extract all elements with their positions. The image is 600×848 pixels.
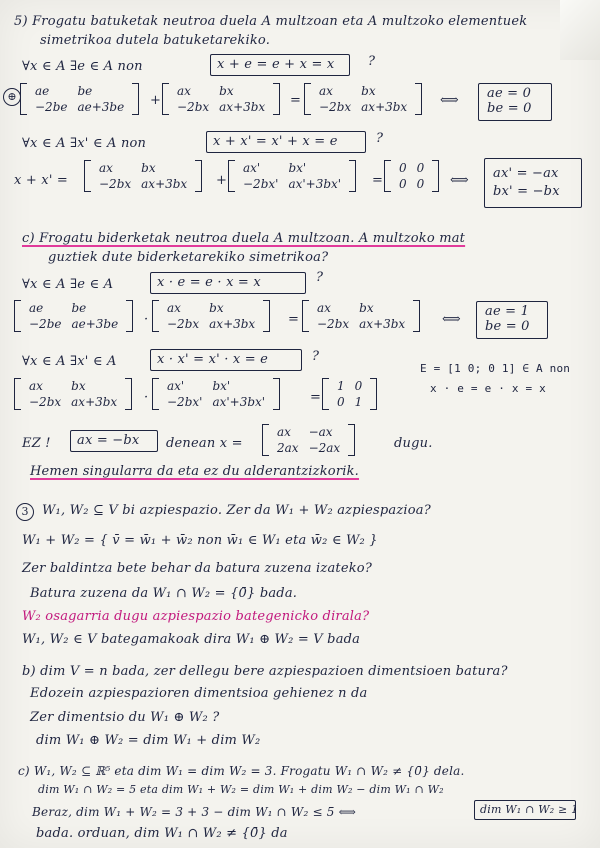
cell: ax+3bx xyxy=(71,395,118,409)
cell: −2be xyxy=(29,317,62,331)
cell: bx xyxy=(359,301,374,315)
b-inverse-quantifier: ∀x ∈ A ∃x' ∈ A non xyxy=(22,136,147,151)
c-e-note-2: x · e = e · x = x xyxy=(430,382,546,395)
cell: 0 xyxy=(399,161,407,175)
q3b-line-2: Edozein azpiespazioren dimentsioa gehienez n da xyxy=(30,686,368,701)
q3c-result-text: dim W₁ ∩ W₂ ≥ 1 xyxy=(480,803,579,816)
cell: ax+3bx xyxy=(141,177,188,191)
q3c-line-3: Beraz, dim W₁ + W₂ = 3 + 3 − dim W₁ ∩ W₂ ≤ 5 ⟺ xyxy=(32,805,356,819)
q3c-result-box xyxy=(474,800,579,820)
b-inverse-cond-text: ax' = −ax bx' = −bx xyxy=(493,166,560,199)
cell: ax xyxy=(319,84,333,98)
cell: ae xyxy=(29,301,44,315)
b-inverse-q: ? xyxy=(376,131,384,146)
section-b-title-2: simetrikoa dutela batuketarekiko. xyxy=(40,33,271,48)
c-e-note-1: E = [1 0; 0 1] ∈ A non xyxy=(420,362,571,375)
cell: −2be xyxy=(35,100,68,114)
cell: bx xyxy=(141,161,156,175)
matrix-b1 xyxy=(20,83,139,115)
q3b-line-3: Zer dimentsio du W₁ ⊕ W₂ ? xyxy=(30,710,220,725)
cell: −2bx xyxy=(177,100,210,114)
op-plus: + xyxy=(150,93,162,108)
paper-corner xyxy=(560,0,600,60)
matrix-b5 xyxy=(228,160,356,192)
c-neutral-box-text: x · e = e · x = x xyxy=(157,275,261,290)
cell: ax'+3bx' xyxy=(212,395,266,409)
cell: ae+3be xyxy=(71,317,119,331)
cell: 0 xyxy=(416,161,425,175)
c-neutral-box xyxy=(150,272,306,294)
matrix-c2 xyxy=(152,300,270,332)
c-ez-end: dugu. xyxy=(394,436,433,451)
c-inverse-box-text: x · x' = x' · x = e xyxy=(157,352,269,367)
cell: ax+3bx xyxy=(219,100,266,114)
q3b-line-1: b) dim V = n bada, zer dellegu bere azpiespazioen dimentsioen batura? xyxy=(22,664,508,679)
cell: −2bx xyxy=(29,395,62,409)
cell: be xyxy=(77,84,93,98)
b-inverse-box-text: x + x' = x' + x = e xyxy=(213,134,338,149)
cell: ax+3bx xyxy=(209,317,256,331)
c-cond-box xyxy=(476,301,548,339)
cell: ax' xyxy=(243,161,261,175)
cell: ax xyxy=(29,379,43,393)
cell: 2ax xyxy=(277,441,299,455)
cell: 1 xyxy=(354,395,363,409)
cell: bx xyxy=(361,84,376,98)
cell: −ax xyxy=(308,425,333,439)
q3b-line-4: dim W₁ ⊕ W₂ = dim W₁ + dim W₂ xyxy=(36,733,261,748)
cell: bx xyxy=(219,84,234,98)
cell: bx' xyxy=(212,379,231,393)
op-iff: ⟺ xyxy=(440,93,459,108)
q3-line-4: Batura zuzena da W₁ ∩ W₂ = {0̄} bada. xyxy=(30,586,298,601)
q3-line-3: Zer baldintza bete behar da batura zuzena izateko? xyxy=(22,561,372,576)
q3-line-1: W₁, W₂ ⊆ V bi azpiespazio. Zer da W₁ + W₂ azpiespazioa? xyxy=(42,503,431,518)
section-c-title-2: guztiek dute biderketarekiko simetrikoa? xyxy=(48,250,329,265)
cell: ax+3bx xyxy=(361,100,408,114)
cell: ax xyxy=(277,425,291,439)
cell: −2bx xyxy=(317,317,350,331)
c-inverse-quantifier: ∀x ∈ A ∃x' ∈ A xyxy=(22,354,117,369)
matrix-b2 xyxy=(162,83,280,115)
cell: ax'+3bx' xyxy=(288,177,342,191)
b-inverse-box xyxy=(206,131,366,153)
op-eq-4: = xyxy=(310,390,322,405)
matrix-c4 xyxy=(14,378,132,410)
b-inverse-cond-box xyxy=(484,158,582,208)
cell: bx xyxy=(209,301,224,315)
matrix-b3 xyxy=(304,83,422,115)
q3-line-2: W₁ + W₂ = { v̄ = w̄₁ + w̄₂ non w̄₁ ∈ W₁ eta w̄₂ ∈ W₂ } xyxy=(22,533,378,548)
b-neutral-quantifier: ∀x ∈ A ∃e ∈ A non xyxy=(22,59,143,74)
cell: 0 xyxy=(416,177,425,191)
section-b-title-1: 5) Frogatu batuketak neutroa duela A multzoan eta A multzoko elementuek xyxy=(14,14,528,29)
cell: ae xyxy=(35,84,50,98)
cell: 0 xyxy=(354,379,363,393)
cell: 0 xyxy=(337,395,345,409)
c-inverse-box xyxy=(150,349,302,371)
q3c-line-1: c) W₁, W₂ ⊆ ℝ⁵ eta dim W₁ = dim W₂ = 3. Frogatu W₁ ∩ W₂ ≠ {0̄} dela. xyxy=(18,764,465,778)
matrix-c7 xyxy=(262,424,355,456)
cell: −2bx xyxy=(99,177,132,191)
op-eq: = xyxy=(290,93,302,108)
cell: ax' xyxy=(167,379,185,393)
b-neutral-box-text: x + e = e + x = x xyxy=(217,57,335,72)
cell: ax xyxy=(167,301,181,315)
b-neutral-box xyxy=(210,54,350,76)
cell: bx' xyxy=(288,161,307,175)
cell: ax xyxy=(99,161,113,175)
q3-line-6: W₁, W₂ ∈ V bategamakoak dira W₁ ⊕ W₂ = V bada xyxy=(22,632,361,647)
c-singular-note: Hemen singularra da eta ez du alderantzizkorik. xyxy=(30,464,360,479)
matrix-c6 xyxy=(322,378,377,410)
cell: −2bx xyxy=(319,100,352,114)
cell: be xyxy=(71,301,87,315)
q3c-line-2: dim W₁ ∩ W₂ = 5 eta dim W₁ + W₂ = dim W₁ + dim W₂ − dim W₁ ∩ W₂ xyxy=(38,783,444,796)
op-eq-2: = xyxy=(372,173,384,188)
c-ez-box-text: ax = −bx xyxy=(77,433,140,448)
encircled-marker: ⊕ xyxy=(3,88,21,106)
question-3-marker: 3 xyxy=(16,503,34,521)
cell: −2bx xyxy=(167,317,200,331)
cell: ae+3be xyxy=(77,100,125,114)
op-eq-3: = xyxy=(288,312,300,327)
c-neutral-quantifier: ∀x ∈ A ∃e ∈ A xyxy=(22,277,114,292)
cell: −2bx' xyxy=(243,177,279,191)
matrix-c1 xyxy=(14,300,133,332)
b-cond-box xyxy=(478,83,552,121)
c-neutral-q: ? xyxy=(316,270,324,285)
c-ez-label: EZ ! xyxy=(22,436,51,451)
op-dot: · xyxy=(144,312,149,327)
section-c-title-1: c) Frogatu biderketak neutroa duela A multzoan. A multzoko mat xyxy=(22,231,466,246)
c-ez-rest: denean x = xyxy=(166,436,243,451)
cell: ax xyxy=(317,301,331,315)
op-plus-2: + xyxy=(216,173,228,188)
cell: 1 xyxy=(337,379,345,393)
b-neutral-q: ? xyxy=(368,54,376,69)
c-inverse-q: ? xyxy=(312,349,320,364)
op-dot-2: · xyxy=(144,390,149,405)
q3c-line-4: bada. orduan, dim W₁ ∩ W₂ ≠ {0̄} da xyxy=(36,826,288,841)
b-cond-text: ae = 0 be = 0 xyxy=(487,86,532,116)
cell: −2ax xyxy=(308,441,341,455)
op-iff-2: ⟺ xyxy=(450,173,469,188)
matrix-b6 xyxy=(384,160,439,192)
cell: −2bx' xyxy=(167,395,203,409)
cell: 0 xyxy=(399,177,407,191)
b-inverse-lhs: x + x' = xyxy=(14,173,69,188)
c-ez-box xyxy=(70,430,158,452)
cell: ax+3bx xyxy=(359,317,406,331)
matrix-c5 xyxy=(152,378,280,410)
c-cond-text: ae = 1 be = 0 xyxy=(485,304,530,334)
cell: bx xyxy=(71,379,86,393)
q3-line-5: W₂ osagarria dugu azpiespazio bategenicko dirala? xyxy=(22,609,370,624)
cell: ax xyxy=(177,84,191,98)
op-iff-3: ⟺ xyxy=(442,312,461,327)
matrix-c3 xyxy=(302,300,420,332)
matrix-b4 xyxy=(84,160,202,192)
